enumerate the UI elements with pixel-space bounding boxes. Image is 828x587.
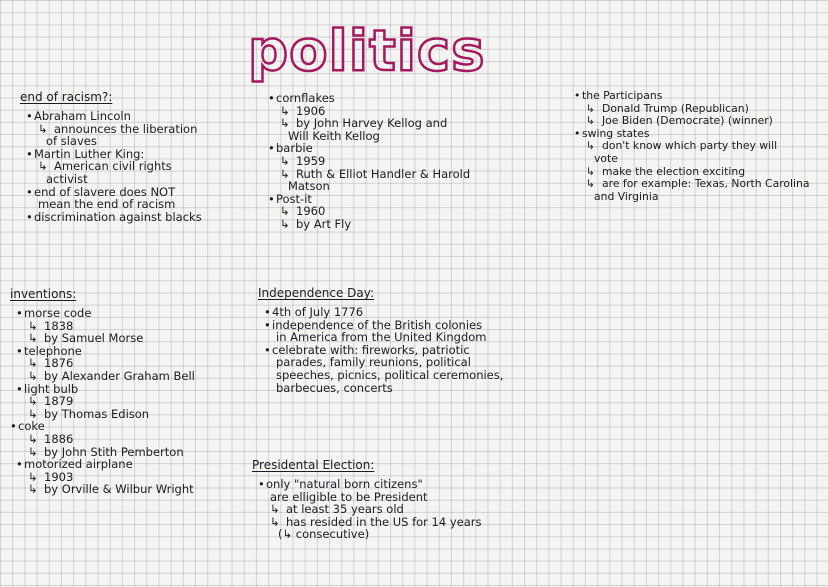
note-text: of slaves — [46, 134, 97, 149]
note-line — [258, 382, 548, 395]
note-text: 1876 — [44, 356, 74, 371]
arrow-icon: ↳ — [28, 444, 38, 459]
note-text: and Virginia — [594, 189, 659, 203]
bullet-icon: • — [264, 305, 271, 319]
note-text: by Alexander Graham Bell — [44, 368, 195, 383]
bullet-icon: • — [26, 184, 33, 199]
arrow-icon: ↳ — [280, 166, 290, 181]
arrow-icon: ↳ — [28, 394, 38, 409]
note-text: make the election exciting — [602, 164, 746, 178]
note-text: the Participans — [582, 89, 663, 102]
section-inventions — [10, 287, 240, 496]
note-text: motorized airplane — [24, 457, 133, 472]
arrow-icon: ↳ — [28, 469, 38, 484]
note-text: coke — [18, 419, 45, 434]
note-text: by Orville & Wilbur Wright — [44, 482, 194, 497]
note-text: 1886 — [44, 431, 74, 446]
bullet-icon: • — [574, 89, 581, 102]
note-text: independence of the British colonies — [272, 317, 483, 332]
note-line — [568, 191, 826, 204]
note-text: light bulb — [24, 381, 79, 396]
note-text: don't know which party they will — [602, 139, 778, 153]
arrow-icon: ↳ — [38, 159, 48, 174]
note-text: Matson — [288, 179, 330, 194]
bullet-icon: • — [574, 126, 581, 140]
arrow-icon: ↳ — [28, 318, 38, 333]
note-text: mean the end of racism — [38, 197, 176, 212]
bullet-icon: • — [264, 317, 271, 332]
note-text: 1903 — [44, 469, 74, 484]
note-text: has resided in the US for 14 years — [286, 514, 482, 529]
bullet-icon: • — [268, 191, 275, 206]
note-text: 4th of July 1776 — [272, 305, 364, 319]
note-text: Joe Biden (Democrate) (winner) — [602, 114, 773, 128]
note-text: morse code — [24, 306, 92, 320]
bullet-icon: • — [16, 457, 23, 472]
note-text: barbecues, concerts — [276, 380, 393, 395]
arrow-icon: ↳ — [586, 177, 596, 191]
note-text: (↳ consecutive) — [278, 527, 370, 542]
section-heading: inventions: — [10, 287, 77, 301]
arrow-icon: ↳ — [586, 164, 596, 178]
note-text: Will Keith Kellog — [288, 128, 380, 143]
bullet-icon: • — [26, 209, 33, 224]
note-text: swing states — [582, 126, 650, 140]
note-text: Abraham Lincoln — [34, 109, 131, 123]
bullet-icon: • — [16, 306, 23, 320]
arrow-icon: ↳ — [28, 431, 38, 446]
arrow-icon: ↳ — [280, 153, 290, 168]
note-text: parades, family reunions, political — [276, 355, 471, 370]
note-text: Post-it — [276, 191, 312, 206]
arrow-icon: ↳ — [280, 216, 290, 231]
note-text: 1960 — [296, 204, 326, 219]
arrow-icon: ↳ — [280, 204, 290, 219]
section-racism — [20, 90, 240, 223]
arrow-icon: ↳ — [38, 121, 48, 136]
bullet-icon: • — [26, 109, 33, 123]
note-text: by Samuel Morse — [44, 331, 144, 346]
arrow-icon: ↳ — [586, 101, 596, 115]
section-independence — [258, 286, 548, 394]
note-text: by John Stith Pemberton — [44, 444, 184, 459]
note-line — [20, 211, 240, 224]
note-text: are elligible to be President — [270, 489, 428, 504]
note-text: end of slavere does NOT — [34, 184, 176, 199]
arrow-icon: ↳ — [270, 502, 280, 517]
section-products — [262, 92, 522, 231]
bullet-icon: • — [268, 141, 275, 156]
section-heading: Independence Day: — [258, 286, 375, 300]
note-text: American civil rights — [54, 159, 172, 174]
note-line — [10, 483, 240, 496]
note-text: at least 35 years old — [286, 502, 404, 517]
bullet-icon: • — [268, 91, 275, 105]
note-text: 1838 — [44, 318, 74, 333]
bullet-icon: • — [16, 381, 23, 396]
note-text: Donald Trump (Republican) — [602, 101, 749, 115]
bullet-icon: • — [258, 477, 265, 491]
bullet-icon: • — [16, 343, 23, 358]
note-text: 1906 — [296, 103, 326, 118]
bullet-icon: • — [264, 342, 271, 357]
bullet-icon: • — [10, 419, 17, 434]
note-text: celebrate with: fireworks, patriotic — [272, 342, 470, 357]
arrow-icon: ↳ — [28, 356, 38, 371]
page-title: politics — [248, 19, 486, 84]
note-line — [252, 528, 542, 541]
note-text: barbie — [276, 141, 313, 156]
note-line — [262, 218, 522, 231]
section-election — [252, 458, 542, 541]
note-text: 1879 — [44, 394, 74, 409]
section-heading: Presidental Election: — [252, 458, 375, 472]
arrow-icon: ↳ — [586, 139, 596, 153]
section-participants — [568, 90, 826, 203]
note-text: by Thomas Edison — [44, 406, 150, 421]
arrow-icon: ↳ — [28, 368, 38, 383]
arrow-icon: ↳ — [586, 114, 596, 128]
note-text: by Art Fly — [296, 216, 352, 231]
arrow-icon: ↳ — [28, 331, 38, 346]
note-text: by John Harvey Kellog and — [296, 116, 448, 131]
note-text: 1959 — [296, 153, 326, 168]
note-text: in America from the United Kingdom — [276, 330, 487, 345]
note-text: only "natural born citizens" — [266, 477, 423, 491]
note-text: vote — [594, 151, 618, 165]
note-text: are for example: Texas, North Carolina — [602, 177, 810, 191]
arrow-icon: ↳ — [280, 116, 290, 131]
note-text: Ruth & Elliot Handler & Harold — [296, 166, 471, 181]
note-text: activist — [46, 171, 88, 186]
note-text: telephone — [24, 343, 82, 358]
note-text: announces the liberation — [54, 121, 198, 136]
note-text: cornflakes — [276, 91, 335, 105]
arrow-icon: ↳ — [28, 482, 38, 497]
arrow-icon: ↳ — [270, 514, 280, 529]
section-heading: end of racism?: — [20, 90, 113, 104]
note-text: discrimination against blacks — [34, 209, 202, 224]
note-text: speeches, picnics, political ceremonies, — [276, 367, 504, 382]
bullet-icon: • — [26, 146, 33, 161]
arrow-icon: ↳ — [280, 103, 290, 118]
arrow-icon: ↳ — [28, 406, 38, 421]
note-text: Martin Luther King: — [34, 146, 145, 161]
